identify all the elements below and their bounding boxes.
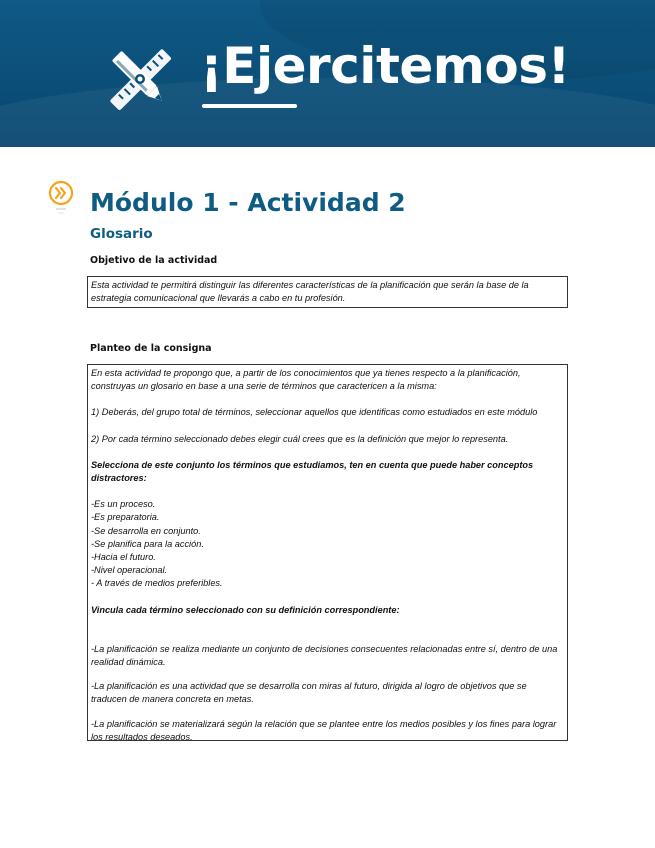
banner-title: ¡Ejercitemos! (200, 37, 570, 95)
term-item: -Se planifica para la acción. (91, 538, 204, 549)
term-item: -Es un proceso. (91, 499, 156, 510)
banner-underline (202, 104, 297, 108)
definition-item: -La planificación se realiza mediante un conjunto de decisiones consecuentes relacionadas entre sí, dentro de una realidad dinámica. (91, 643, 558, 668)
objective-box (87, 276, 568, 308)
consigna-intro: En esta actividad te propongo que, a partir de los conocimientos que ya tienes respecto a la planificación, construyas un glosario en base a una serie de términos que caractericen a la misma: (91, 368, 521, 392)
term-item: - A través de medios preferibles. (91, 578, 223, 589)
consigna-box (87, 364, 568, 741)
objective-text: Esta actividad te permitirá distinguir las diferentes características de la planificación que serán la base de la estrategia comunicacional que llevarás a cabo en tu profesión. (91, 280, 529, 304)
term-item: -Se desarrolla en conjunto. (91, 525, 201, 536)
tools-icon (104, 44, 176, 114)
forward-arrows-icon (47, 179, 75, 217)
select-instruction: Selecciona de este conjunto los términos que estudiamos, ten en cuenta que puede haber conceptos distractores: (91, 459, 534, 484)
consigna-step-2: 2) Por cada término seleccionado debes elegir cuál crees que es la definición que mejor lo representa. (91, 433, 509, 444)
link-instruction: Vincula cada término seleccionado con su definición correspondiente: (91, 604, 400, 615)
definition-item: -La planificación es una actividad que se desarrolla con miras al futuro, dirigida al logro de objetivos que se traducen de manera concreta en metas. (91, 681, 527, 705)
page-subtitle: Glosario (90, 226, 153, 242)
term-item: -Nivel operacional. (91, 565, 168, 576)
consigna-step-1: 1) Deberás, del grupo total de términos, seleccionar aquellos que identificas como estudiados en este módulo (91, 407, 538, 418)
header-banner (0, 0, 655, 147)
definition-item: -La planificación se materializará según la relación que se plantee entre los medios posibles y los fines para lograr los resultados deseados. (91, 718, 557, 742)
consigna-heading: Planteo de la consigna (90, 343, 212, 354)
term-item: -Hacia el futuro. (91, 552, 156, 563)
objective-heading: Objetivo de la actividad (90, 255, 218, 266)
page-title: Módulo 1 - Actividad 2 (90, 188, 406, 217)
term-item: -Es preparatoria. (91, 512, 160, 523)
